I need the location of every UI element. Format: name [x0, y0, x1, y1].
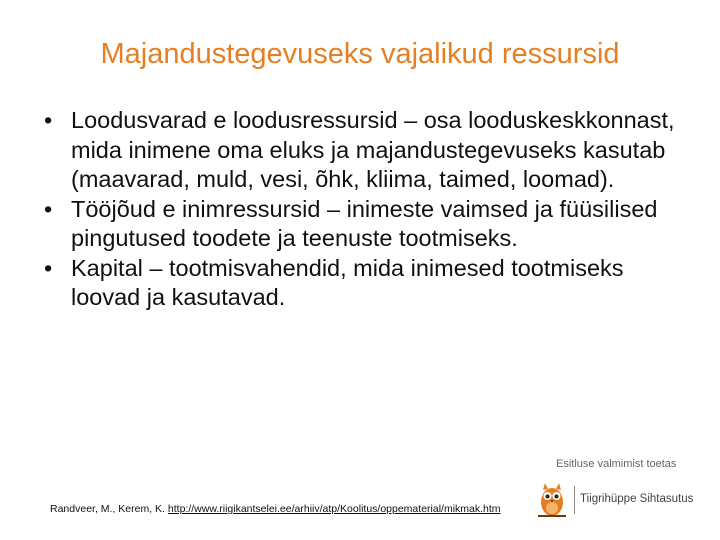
reference-authors: Randveer, M., Kerem, K.: [50, 503, 165, 515]
bullet-item: [44, 106, 684, 195]
reference-link[interactable]: http://www.riigikantselei.ee/arhiiv/atp/Koolitus/oppematerial/mikmak.htm: [167, 503, 501, 515]
bullet-text: Loodusvarad e loodusressursid – osa looduskeskkonnast, mida inimene oma eluks ja majandustegevuseks kasutab (maavarad, muld, vesi, õhk, kliima, taimed, loomad).: [71, 107, 675, 192]
bullet-text: Tööjõud e inimressursid – inimeste vaimsed ja füüsilised pingutused toodete ja teenuste tootmiseks.: [71, 195, 658, 251]
bullet-marker: •: [44, 254, 53, 281]
bullet-list: [44, 106, 684, 313]
sponsor-logo: [532, 480, 694, 520]
reference: [50, 503, 501, 515]
sponsor-name: Tiigrihüppe Sihtasutus: [580, 493, 694, 505]
bullet-item: [44, 195, 684, 254]
logo-divider: [574, 486, 575, 514]
bullet-item: [44, 254, 684, 313]
slide-title: Majandustegevuseks vajalikud ressursid: [100, 38, 620, 70]
bullet-text: Kapital – tootmisvahendid, mida inimesed tootmiseks loovad ja kasutavad.: [71, 254, 624, 310]
bullet-marker: •: [44, 107, 53, 133]
bullet-marker: •: [44, 195, 53, 222]
owl-icon: [536, 482, 568, 518]
sponsor-caption: Esitluse valmimist toetas: [556, 458, 677, 470]
